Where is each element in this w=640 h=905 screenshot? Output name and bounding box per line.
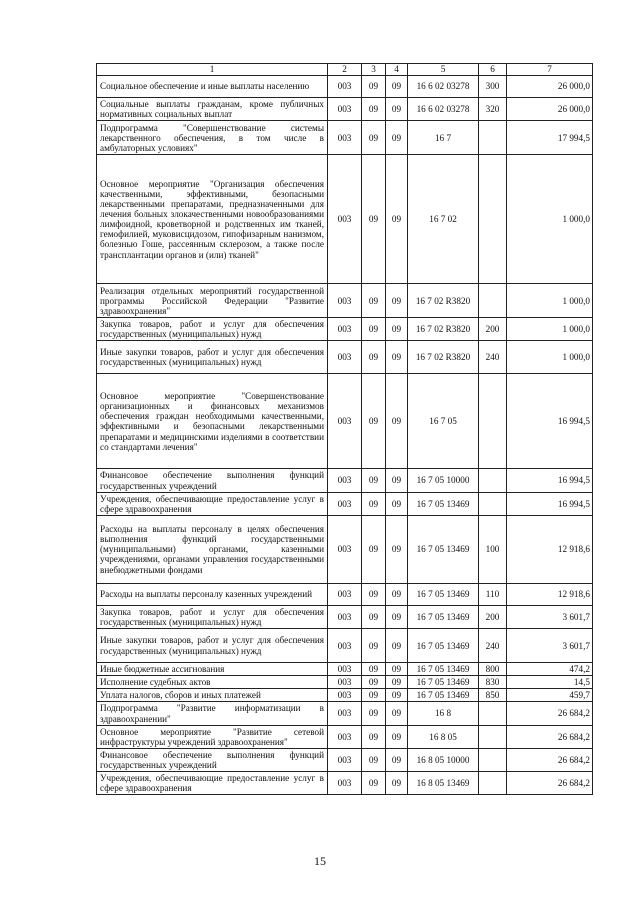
row-code: 850 [479,689,507,702]
row-code: 09 [362,76,386,98]
row-code: 09 [386,492,408,515]
row-amount: 1 000,0 [507,341,593,374]
row-code: 09 [386,515,408,583]
row-code: 16 7 02 R3820 [408,318,479,341]
row-code: 16 7 02 R3820 [408,341,479,374]
table-row [97,629,593,663]
row-code: 003 [328,583,362,605]
row-amount: 26 000,0 [507,76,593,98]
row-code [479,725,507,748]
row-code: 003 [328,341,362,374]
row-code: 09 [362,583,386,605]
row-amount: 26 684,2 [507,702,593,725]
row-code: 003 [328,121,362,155]
row-amount: 12 918,6 [507,515,593,583]
row-amount: 474,2 [507,663,593,676]
row-code: 003 [328,605,362,628]
table-row [97,469,593,492]
table-row [97,772,593,795]
row-code: 09 [386,663,408,676]
row-code: 003 [328,284,362,318]
table-row [97,98,593,121]
row-code: 09 [386,98,408,121]
row-code [479,469,507,492]
row-description: Основное мероприятие "Совершенствование организационных и финансовых механизмов обеспечения граждан необходимыми качественными, эффективными и безопасными лекарственными препаратами и медицинскими изделиями в соответствии со стандартами лечения" [97,374,328,469]
row-code [479,702,507,725]
row-code: 09 [362,515,386,583]
row-code: 09 [362,676,386,689]
row-code: 16 7 05 13469 [408,515,479,583]
row-code: 09 [362,702,386,725]
table-row [97,318,593,341]
row-code: 16 8 [408,702,479,725]
row-code: 09 [386,702,408,725]
row-amount: 1 000,0 [507,155,593,284]
row-description: Иные закупки товаров, работ и услуг для обеспечения государственных (муниципальных) нужд [97,341,328,374]
table-header [97,64,593,76]
row-code: 16 7 05 10000 [408,469,479,492]
row-code: 09 [362,318,386,341]
row-amount: 17 994,5 [507,121,593,155]
row-code [479,155,507,284]
header-cell: 2 [328,64,362,76]
table-row [97,725,593,748]
table-row [97,676,593,689]
table-row [97,121,593,155]
row-code: 09 [362,663,386,676]
row-code: 09 [362,725,386,748]
row-code: 09 [362,98,386,121]
row-code: 09 [386,121,408,155]
row-description: Исполнение судебных актов [97,676,328,689]
row-description: Закупка товаров, работ и услуг для обеспечения государственных (муниципальных) нужд [97,605,328,628]
row-description: Учреждения, обеспечивающие предоставление услуг в сфере здравоохранения [97,492,328,515]
header-cell: 1 [97,64,328,76]
row-code [479,374,507,469]
row-code: 003 [328,629,362,663]
row-description: Подпрограмма "Совершенствование системы лекарственного обеспечения, в том числе в амбулаторных условиях" [97,121,328,155]
row-description: Иные бюджетные ассигнования [97,663,328,676]
row-code: 09 [386,341,408,374]
header-cell: 4 [386,64,408,76]
row-code: 100 [479,515,507,583]
table-row [97,155,593,284]
table-row [97,702,593,725]
row-code [479,492,507,515]
row-code: 300 [479,76,507,98]
row-description: Учреждения, обеспечивающие предоставление услуг в сфере здравоохранения [97,772,328,795]
table-row [97,689,593,702]
row-code: 16 6 02 03278 [408,76,479,98]
row-code: 09 [386,76,408,98]
row-code: 09 [386,583,408,605]
row-description: Реализация отдельных мероприятий государственной программы Российской Федерации "Развитие здравоохранения" [97,284,328,318]
row-code: 09 [386,748,408,771]
row-code: 09 [386,605,408,628]
row-code [479,121,507,155]
row-amount: 26 684,2 [507,748,593,771]
row-description: Социальное обеспечение и иные выплаты населению [97,76,328,98]
row-description: Социальные выплаты гражданам, кроме публичных нормативных социальных выплат [97,98,328,121]
row-amount: 16 994,5 [507,492,593,515]
row-code: 16 7 05 13469 [408,676,479,689]
row-code: 320 [479,98,507,121]
row-code: 09 [362,748,386,771]
row-code: 09 [386,469,408,492]
row-code: 16 7 05 13469 [408,492,479,515]
row-code: 003 [328,374,362,469]
row-code: 16 7 05 13469 [408,663,479,676]
row-amount: 3 601,7 [507,605,593,628]
row-code: 09 [362,492,386,515]
table-row [97,76,593,98]
row-description: Расходы на выплаты персоналу казенных учреждений [97,583,328,605]
row-code: 003 [328,492,362,515]
row-code: 200 [479,605,507,628]
row-amount: 16 994,5 [507,374,593,469]
row-code: 003 [328,469,362,492]
row-code: 16 7 02 R3820 [408,284,479,318]
row-code: 09 [362,155,386,284]
row-code: 240 [479,341,507,374]
row-code: 16 7 05 [408,374,479,469]
budget-table [96,63,593,795]
row-description: Основное мероприятие "Развитие сетевой инфраструктуры учреждений здравоохранения" [97,725,328,748]
row-code: 09 [386,676,408,689]
header-cell: 5 [408,64,479,76]
row-description: Уплата налогов, сборов и иных платежей [97,689,328,702]
row-code: 200 [479,318,507,341]
row-code: 003 [328,725,362,748]
row-code: 003 [328,318,362,341]
table-row [97,492,593,515]
row-code: 09 [386,772,408,795]
row-code: 16 7 05 13469 [408,689,479,702]
row-code: 16 7 05 13469 [408,583,479,605]
row-code: 09 [362,689,386,702]
table-row [97,748,593,771]
table-body [97,76,593,795]
row-code: 003 [328,676,362,689]
row-code: 16 6 02 03278 [408,98,479,121]
header-cell: 6 [479,64,507,76]
row-description: Расходы на выплаты персоналу в целях обеспечения выполнения функций государственными (муниципальными) органами, казенными учреждениями, органами управления государственными внебюджетными фондами [97,515,328,583]
row-code: 003 [328,155,362,284]
row-code [479,748,507,771]
table-row [97,663,593,676]
row-code: 110 [479,583,507,605]
row-amount: 1 000,0 [507,284,593,318]
row-code: 16 8 05 [408,725,479,748]
row-code: 16 7 02 [408,155,479,284]
row-code: 003 [328,76,362,98]
header-cell: 7 [507,64,593,76]
row-code: 003 [328,748,362,771]
row-code: 09 [386,318,408,341]
row-amount: 16 994,5 [507,469,593,492]
row-description: Финансовое обеспечение выполнения функций государственных учреждений [97,748,328,771]
row-code: 09 [386,284,408,318]
row-description: Финансовое обеспечение выполнения функций государственных учреждений [97,469,328,492]
row-code: 16 7 [408,121,479,155]
row-description: Основное мероприятие "Организация обеспечения качественными, эффективными, безопасными лекарственными препаратами, предназначенными для лечения больных злокачественными новообразованиями лимфоидной, кроветворной и родственных им тканей, гемофилией, муковисцидозом, гипофизарным нанизмом, болезнью Гоше, рассеянным склерозом, а также после трансплантации органов и (или) тканей" [97,155,328,284]
row-code: 003 [328,515,362,583]
row-code: 09 [362,284,386,318]
row-amount: 3 601,7 [507,629,593,663]
row-code: 16 7 05 13469 [408,629,479,663]
row-amount: 14,5 [507,676,593,689]
table-row [97,605,593,628]
row-code: 003 [328,663,362,676]
row-description: Иные закупки товаров, работ и услуг для обеспечения государственных (муниципальных) нужд [97,629,328,663]
table-row [97,374,593,469]
row-code: 830 [479,676,507,689]
row-description: Подпрограмма "Развитие информатизации в здравоохранении" [97,702,328,725]
row-code: 800 [479,663,507,676]
row-code: 09 [386,155,408,284]
row-amount: 1 000,0 [507,318,593,341]
row-code [479,772,507,795]
row-code [479,284,507,318]
row-code: 09 [386,374,408,469]
row-description: Закупка товаров, работ и услуг для обеспечения государственных (муниципальных) нужд [97,318,328,341]
row-code: 16 8 05 13469 [408,772,479,795]
row-code: 09 [362,374,386,469]
table-row [97,583,593,605]
row-code: 09 [386,725,408,748]
row-code: 09 [362,469,386,492]
page-number: 15 [314,854,326,868]
row-code: 09 [362,772,386,795]
table-row [97,284,593,318]
row-code: 003 [328,98,362,121]
table-row [97,515,593,583]
row-code: 09 [386,629,408,663]
row-code: 003 [328,702,362,725]
row-code: 003 [328,772,362,795]
row-code: 240 [479,629,507,663]
row-code: 16 8 05 10000 [408,748,479,771]
row-code: 09 [362,629,386,663]
row-amount: 26 000,0 [507,98,593,121]
header-cell: 3 [362,64,386,76]
row-code: 09 [362,121,386,155]
row-amount: 459,7 [507,689,593,702]
row-code: 09 [362,341,386,374]
row-code: 09 [386,689,408,702]
row-amount: 26 684,2 [507,725,593,748]
row-amount: 12 918,6 [507,583,593,605]
row-code: 09 [362,605,386,628]
row-code: 16 7 05 13469 [408,605,479,628]
row-amount: 26 684,2 [507,772,593,795]
row-code: 003 [328,689,362,702]
table-row [97,341,593,374]
